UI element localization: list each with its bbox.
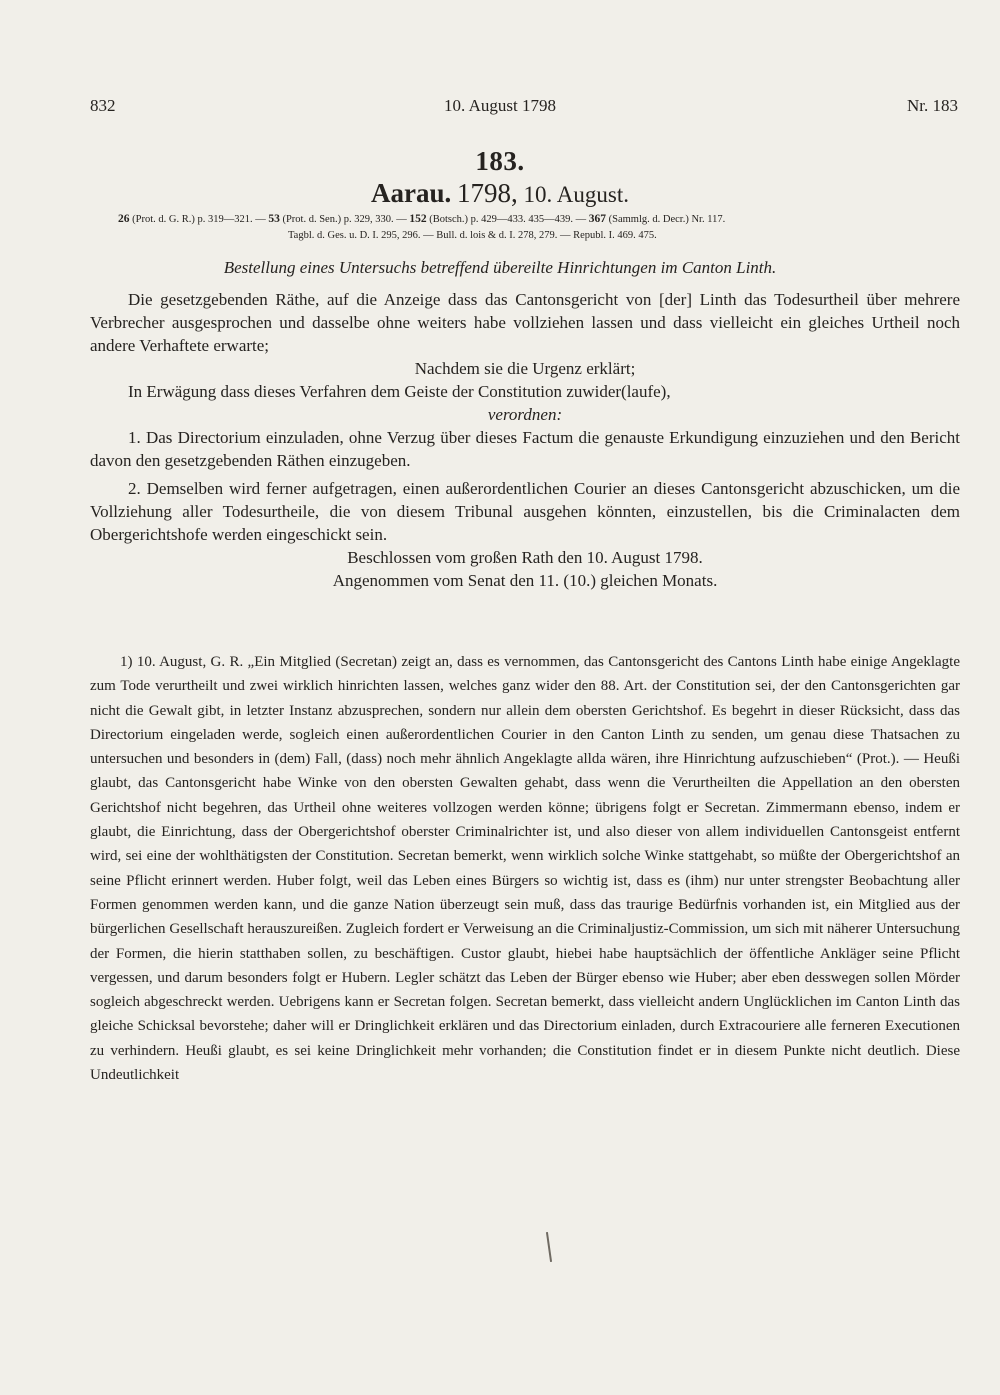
source-text: (Prot. d. Sen.) p. 329, 330. — [282,214,407,225]
document-title: Bestellung eines Untersuchs betreffend übereilte Hinrichtungen im Canton Linth. [223,258,777,277]
decree-body [90,288,960,592]
place: Aarau. [371,178,452,208]
source-text: (Sammlg. d. Decr.) Nr. 117. [608,214,726,225]
page-number: 832 [90,96,116,115]
body-paragraph: Die gesetzgebenden Räthe, auf die Anzeige dass das Cantonsgericht von [der] Linth das Todesurtheil über mehrere Verbrecher ausgesprochen und dasselbe ohne weiters habe vollziehen lassen und dass vielleicht ein gleiches Urtheil noch andere Verhaftete erwarte; [90,290,960,355]
acceptance-line: Angenommen vom Senat den 11. (10.) gleichen Monats. [332,571,718,590]
decree-article-2: 2. Demselben wird ferner aufgetragen, einen außerordentlichen Courier an dieses Cantonsgericht abzuschicken, um die Vollziehung aller Todesurtheile, die von diesem Tribunal ausgehen könnten, einzustellen, bis die Criminalacten dem Obergerichtshofe werden eingeschickt sein. [90,479,960,544]
body-paragraph: In Erwägung dass dieses Verfahren dem Geiste der Constitution zuwider(laufe), [128,382,671,401]
footnote-1: 1) 10. August, G. R. „Ein Mitglied (Secretan) zeigt an, dass es vernommen, das Cantonsgericht des Cantons Linth habe einige Angeklagte zum Tode verurtheilt und zwei wirklich hinrichten lassen, welches ganz wider den 88. Art. der Constitution sei, der den Cantonsgerichten gar nicht die Gewalt gibt, in letzter Instanz abzusprechen, sondern nur allein dem obersten Gerichtshof. Es begehrt in dieser Rücksicht, dass das Directorium eingeladen werde, sogleich einen außerordentlichen Courier in den Canton Linth zu senden, um genau diese Thatsachen zu untersuchen und besonders in (dem) Fall, (dass) noch mehr ähnlich Angeklagte allda wären, ihre Hinrichtung aufzuschieben“ (Prot.). — Heußi glaubt, das Cantonsgericht habe Winke von den obersten Gewalten gehabt, dass wenn die Verurtheilten die Appellation an den obersten Gerichtshof nicht begehren, das Urtheil ohne weiteres vollzogen werden könne; übrigens folgt er Secretan. Zimmermann ebenso, indem er glaubt, die Einrichtung, dass der Obergerichtshof oberster Criminalrichter ist, und also dieser von allem individuellen Cantonsgeist entfernt wird, sei eine der wohlthätigsten der Constitution. Secretan bemerkt, wenn wirklich solche Winke stattgehabt, so müßte der Obergerichtshof an seine Pflicht erinnert werden. Huber folgt, weil das Leben eines Bürgers so wichtig ist, dass es (ihm) nur unter strengster Beobachtung aller Formen genommen werden kann, und die ganze Nation überzeugt sein muß, dass das traurige Bedürfnis vorhanden ist, ein Mitglied aus der bürgerlichen Gesellschaft herauszureißen. Zugleich fordert er Verweisung an die Criminaljustiz-Commission, um sich mit näherer Untersuchung der Formen, die hierin statthaben sollen, zu beschäftigen. Custor glaubt, hiebei habe hauptsächlich der öffentliche Ankläger seine Pflicht vergessen, und darum besonders folgt er Hubern. Legler schätzt das Leben der Bürger ebenso wie Huber; aber eben desswegen sollen Mörder sogleich abgeschreckt werden. Uebrigens kann er Secretan folgen. Secretan bemerkt, dass vielleicht andern Unglücklichen im Canton Linth das gleiche Schicksal bevorstehe; daher will er Dringlichkeit erklären und das Directorium einladen, durch Extracouriere alle ferneren Executionen zu verhindern. Heußi glaubt, es sei keine Dringlichkeit mehr vorhanden; die Constitution findet er in diesem Punkte nicht deutlich. Diese Undeutlichkeit [90,654,960,1084]
sources-line-1 [118,211,948,228]
source-references [118,211,948,244]
source-text: (Botsch.) p. 429—433. 435—439. — [429,214,587,225]
place-date-line [0,178,1000,209]
decree-heading: verordnen: [487,405,563,424]
source-number: 26 [118,213,130,225]
source-number: 152 [409,213,427,225]
source-number: 367 [588,213,607,225]
footnotes [90,650,960,1087]
record-number: Nr. 183 [907,96,958,115]
body-paragraph: Nachdem sie die Urgenz erklärt; [414,359,636,378]
document-number: 183. [475,146,525,176]
source-text: (Prot. d. G. R.) p. 319—321. — [132,214,266,225]
decree-article-1: 1. Das Directorium einzuladen, ohne Verzug über dieses Factum die genauste Erkundigung einzuziehen und den Bericht davon den gesetzgebenden Räthen einzugeben. [90,428,960,470]
resolution-line: Beschlossen vom großen Rath den 10. August 1798. [347,548,703,567]
scan-mark [546,1232,552,1262]
date: 10. August. [523,182,629,207]
running-date: 10. August 1798 [444,96,556,115]
source-number: 53 [268,213,280,225]
sources-line-2: Tagbl. d. Ges. u. D. I. 295, 296. — Bull. d. lois & d. I. 278, 279. — Republ. I. 469. 475. [288,230,657,241]
year: 1798, [457,178,518,208]
